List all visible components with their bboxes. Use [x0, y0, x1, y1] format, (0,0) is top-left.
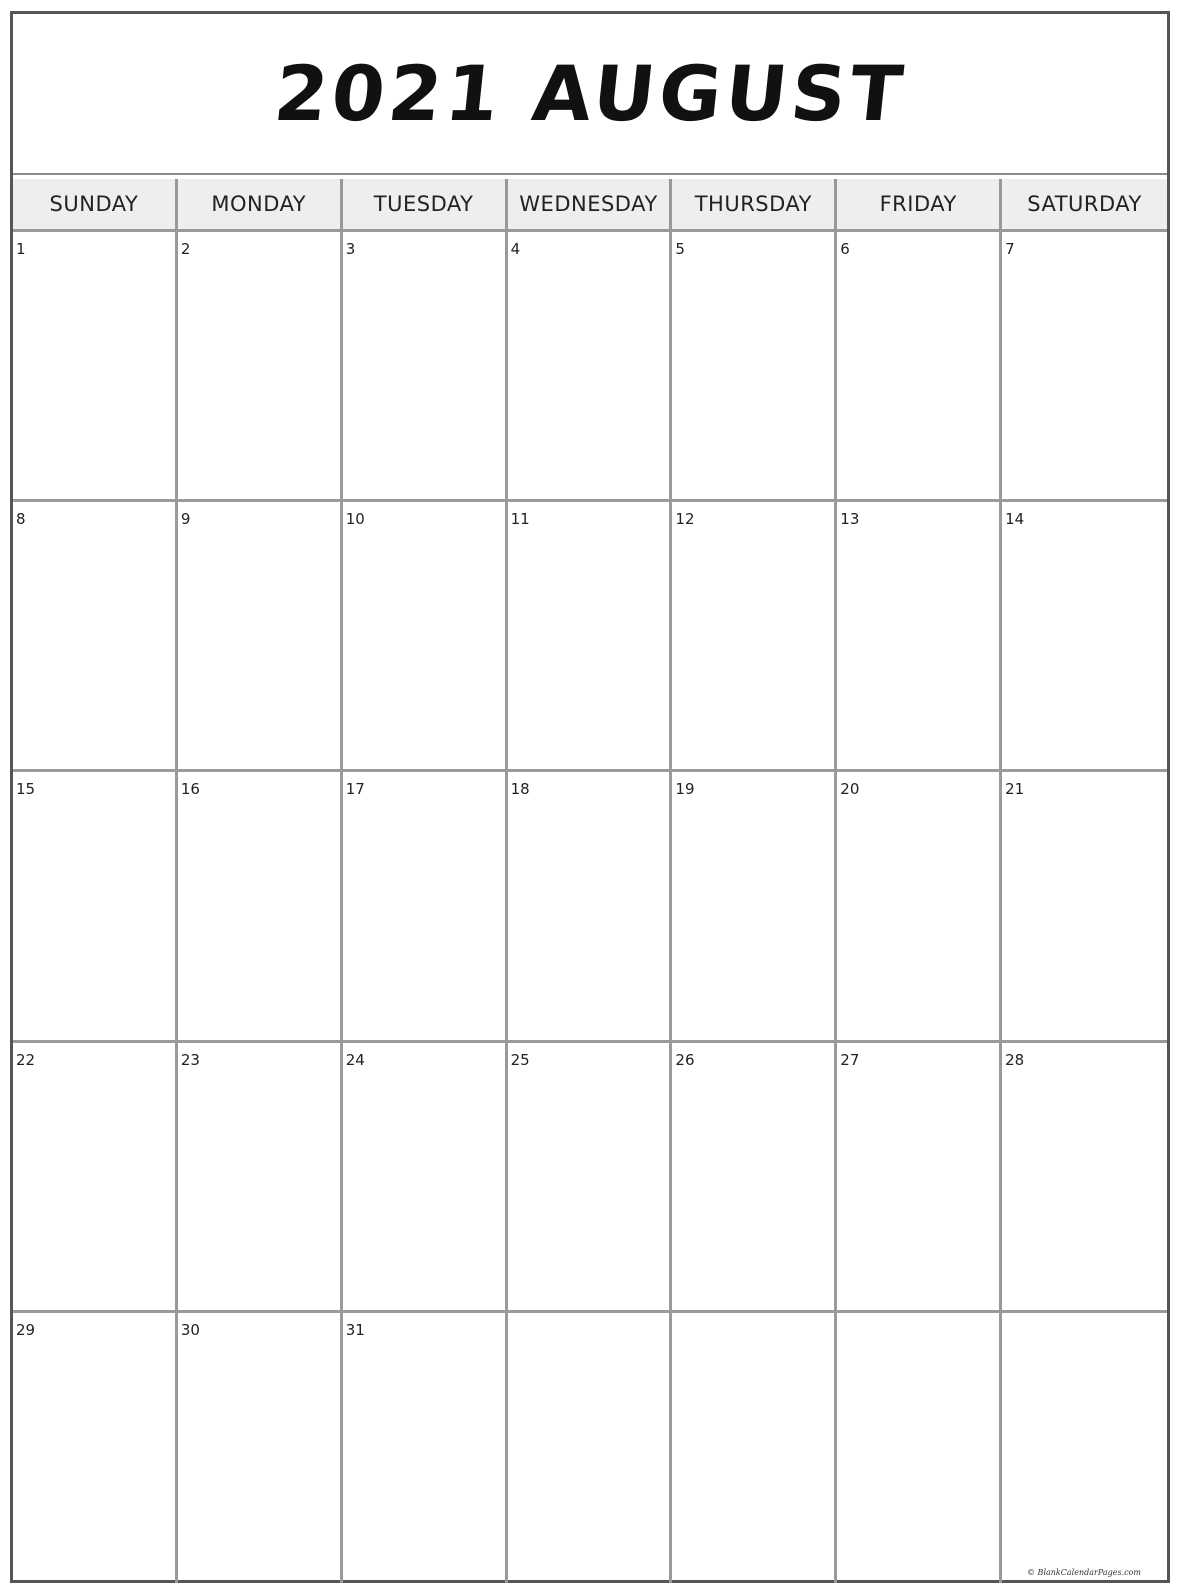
- day-number: 29: [16, 1320, 36, 1339]
- day-cell: [343, 232, 508, 502]
- weekday-saturday: SATURDAY: [1002, 179, 1167, 229]
- calendar-title: 2021 AUGUST: [269, 49, 911, 138]
- day-cell: [1002, 772, 1167, 1042]
- day-cell: [508, 1313, 673, 1583]
- day-cell: [343, 502, 508, 772]
- day-cell: [672, 1313, 837, 1583]
- day-number: 14: [1005, 510, 1025, 529]
- day-number: 13: [840, 510, 860, 529]
- calendar-grid: [13, 232, 1167, 1583]
- weekday-friday: FRIDAY: [837, 179, 1002, 229]
- day-number: 22: [16, 1050, 36, 1069]
- day-cell: [343, 772, 508, 1042]
- day-cell: [13, 232, 178, 502]
- weekday-tuesday: TUESDAY: [343, 179, 508, 229]
- day-cell: [672, 1043, 837, 1313]
- day-number: 6: [840, 240, 850, 258]
- day-number: 5: [675, 240, 685, 258]
- day-number: 18: [510, 780, 530, 799]
- day-number: 25: [510, 1050, 530, 1069]
- day-cell: [672, 772, 837, 1042]
- day-number: 23: [180, 1050, 200, 1069]
- weekday-sunday: SUNDAY: [13, 179, 178, 229]
- day-number: 8: [16, 510, 26, 529]
- day-number: 31: [345, 1320, 365, 1339]
- day-cell: [837, 1043, 1002, 1313]
- weekday-header-row: [13, 175, 1167, 232]
- weekday-thursday: THURSDAY: [672, 179, 837, 229]
- day-cell: [672, 232, 837, 502]
- day-number: 15: [16, 780, 36, 799]
- day-cell: [837, 1313, 1002, 1583]
- day-cell: [1002, 232, 1167, 502]
- day-cell: [837, 772, 1002, 1042]
- day-cell: [343, 1313, 508, 1583]
- day-cell: [1002, 502, 1167, 772]
- day-number: 17: [345, 780, 365, 799]
- day-cell: [178, 1043, 343, 1313]
- day-number: 9: [180, 510, 191, 529]
- day-number: 1: [16, 240, 26, 258]
- day-cell: [13, 1313, 178, 1583]
- weekday-monday: MONDAY: [178, 179, 343, 229]
- calendar-page: [10, 11, 1170, 1583]
- day-number: 19: [675, 780, 695, 799]
- day-number: 20: [840, 780, 860, 799]
- day-cell: [13, 1043, 178, 1313]
- day-cell: [178, 1313, 343, 1583]
- day-number: 4: [510, 240, 521, 258]
- day-number: 7: [1005, 240, 1015, 258]
- day-cell: [343, 1043, 508, 1313]
- day-number: 26: [675, 1050, 695, 1069]
- day-cell: [837, 502, 1002, 772]
- day-cell: [13, 502, 178, 772]
- day-number: 12: [675, 510, 695, 529]
- day-number: 10: [345, 510, 365, 529]
- day-cell: [1002, 1313, 1167, 1583]
- day-cell: [508, 772, 673, 1042]
- day-number: 28: [1005, 1050, 1025, 1069]
- day-cell: [1002, 1043, 1167, 1313]
- day-cell: [178, 772, 343, 1042]
- day-cell: [508, 502, 673, 772]
- day-number: 27: [840, 1050, 860, 1069]
- day-number: 16: [180, 780, 200, 799]
- day-number: 21: [1005, 780, 1025, 799]
- day-number: 11: [510, 510, 530, 529]
- day-number: 2: [180, 240, 191, 258]
- day-cell: [508, 1043, 673, 1313]
- day-number: 30: [180, 1320, 200, 1339]
- day-cell: [508, 232, 673, 502]
- day-cell: [13, 772, 178, 1042]
- weekday-wednesday: WEDNESDAY: [508, 179, 673, 229]
- day-number: 3: [345, 240, 356, 258]
- calendar-header: [13, 14, 1167, 175]
- day-cell: [178, 502, 343, 772]
- day-number: 24: [345, 1050, 365, 1069]
- footer-credit: © BlankCalendarPages.com: [1027, 1568, 1141, 1577]
- day-cell: [178, 232, 343, 502]
- day-cell: [672, 502, 837, 772]
- day-cell: [837, 232, 1002, 502]
